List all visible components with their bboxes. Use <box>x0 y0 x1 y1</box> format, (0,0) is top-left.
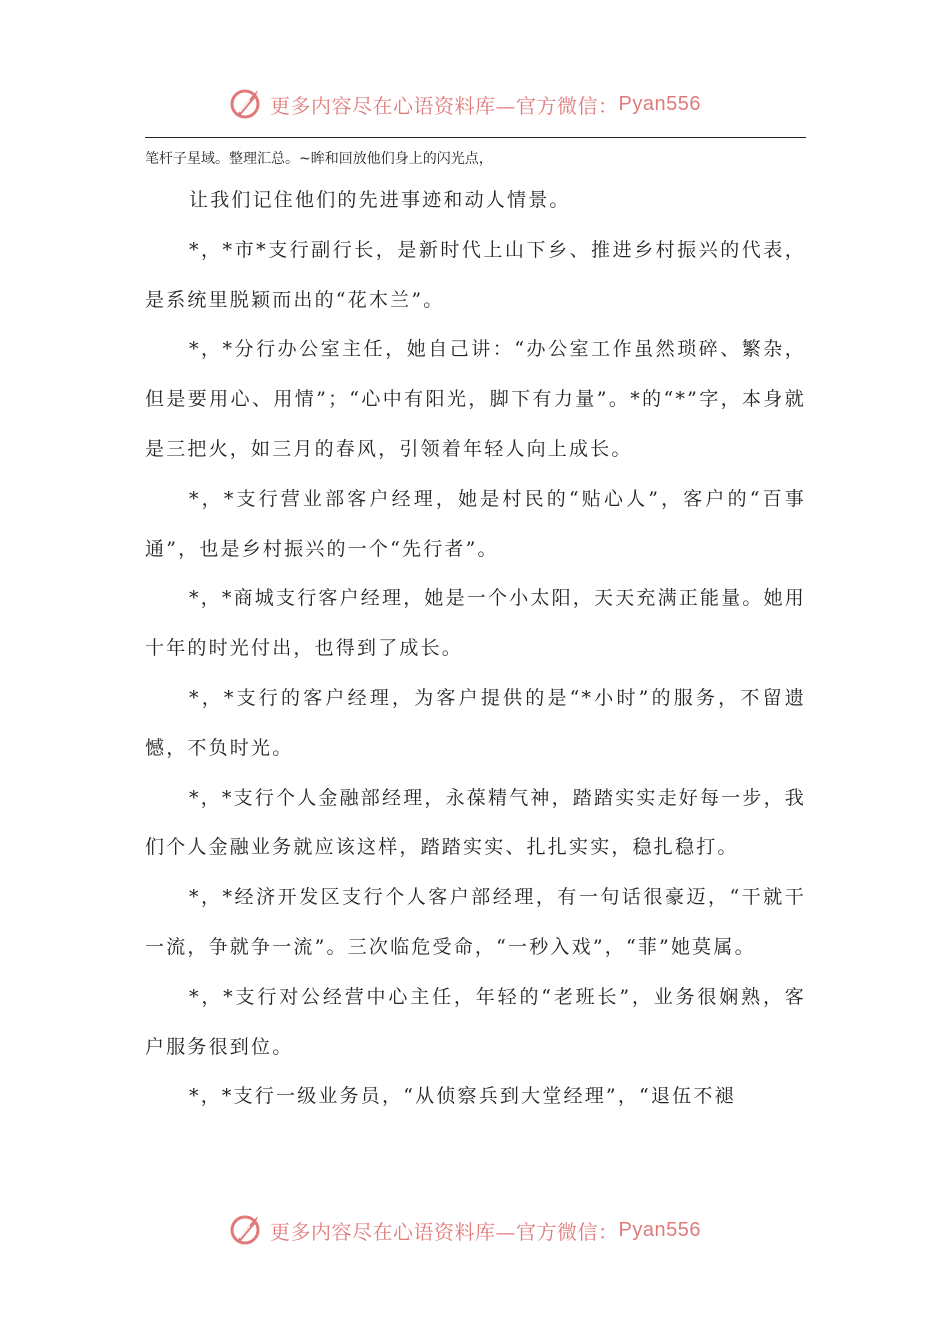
watermark-code: Pyan556 <box>618 1218 701 1241</box>
quill-pen-logo-icon <box>228 86 264 122</box>
paragraph: *，*支行的客户经理，为客户提供的是“*小时”的服务，不留遗憾，不负时光。 <box>145 686 806 759</box>
quill-pen-logo-icon <box>228 1212 264 1248</box>
watermark-text: 更多内容尽在心语资料库—官方微信： <box>270 93 619 118</box>
paragraph: *，*支行一级业务员，“从侦察兵到大堂经理”，“退伍不褪 <box>189 1085 736 1108</box>
watermark-code: Pyan556 <box>618 92 701 115</box>
paragraph: *，*支行对公经营中心主任，年轻的“老班长”，业务很娴熟，客户服务很到位。 <box>145 985 806 1058</box>
paragraph: *，*分行办公室主任，她自己讲：“办公室工作虽然琐碎、繁杂，但是要用心、用情”；“心中有阳光，脚下有力量”。*的“*”字，本身就是三把火，如三月的春风，引领着年轻人向上成长。 <box>145 338 806 460</box>
watermark-text: 更多内容尽在心语资料库—官方微信： <box>270 1219 619 1244</box>
document-body <box>145 176 806 1122</box>
paragraph: 让我们记住他们的先进事迹和动人情景。 <box>189 189 571 211</box>
header-rule <box>145 137 806 138</box>
header-text: 笔杆子星域。整理汇总。~眸和回放他们身上的闪光点， <box>145 151 493 167</box>
paragraph: *，*支行营业部客户经理，她是村民的“贴心人”，客户的“百事通”，也是乡村振兴的一个“先行者”。 <box>145 487 806 560</box>
bottom-watermark <box>0 1210 950 1250</box>
paragraph: *，*经济开发区支行个人客户部经理，有一句话很豪迈，“干就干一流，争就争一流”。三次临危受命，“一秒入戏”，“菲”她莫属。 <box>145 886 806 958</box>
paragraph: *，*支行个人金融部经理，永葆精气神，踏踏实实走好每一步，我们个人金融业务就应该这样，踏踏实实、扎扎实实，稳扎稳打。 <box>145 786 807 859</box>
top-watermark <box>0 84 950 124</box>
paragraph: *，*市*支行副行长，是新时代上山下乡、推进乡村振兴的代表，是系统里脱颖而出的“花木兰”。 <box>145 238 806 311</box>
paragraph: *，*商城支行客户经理，她是一个小太阳，天天充满正能量。她用十年的时光付出，也得到了成长。 <box>145 587 807 660</box>
